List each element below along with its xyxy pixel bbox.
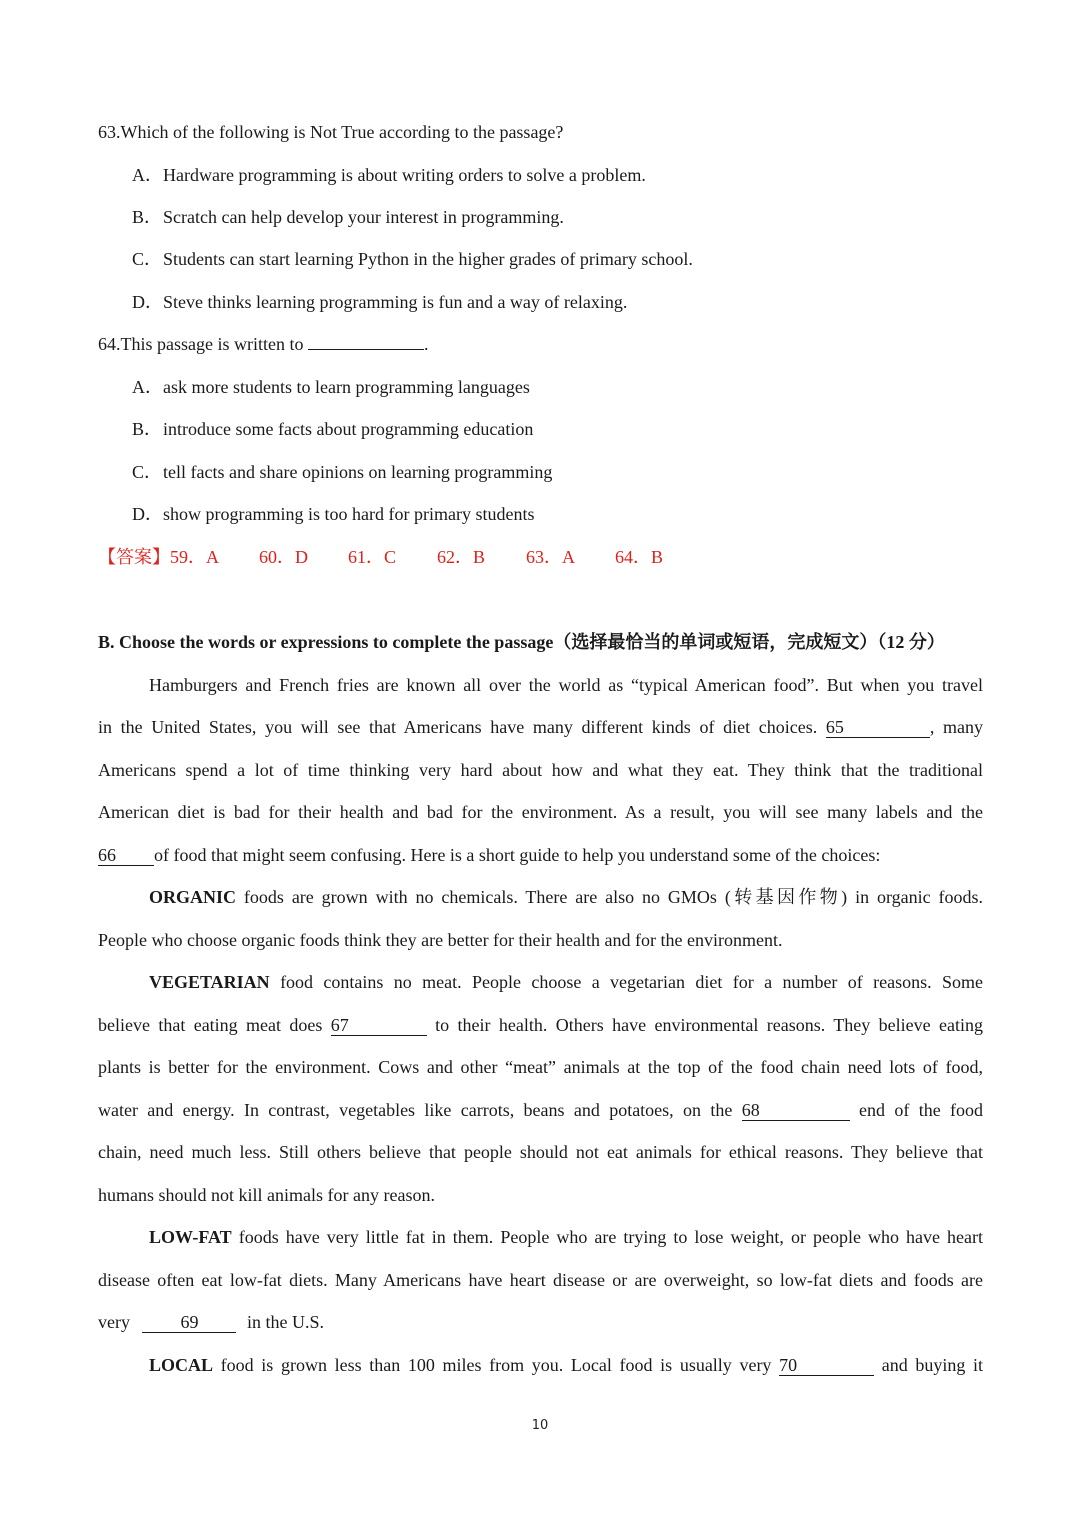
- blank-65[interactable]: 65: [826, 717, 930, 738]
- answer-item: 59．A: [170, 547, 219, 567]
- option-label: A．: [132, 377, 163, 397]
- option-text: Scratch can help develop your interest in programming.: [163, 207, 564, 227]
- option-label: D．: [132, 504, 163, 524]
- term-local: LOCAL: [149, 1355, 214, 1375]
- q63-option-a[interactable]: [132, 163, 646, 187]
- text-segment: foods are grown with no chemicals. There are also no GMOs (转基因作物) in organic foods.: [243, 887, 984, 907]
- text-segment: food contains no meat. People choose a vegetarian diet for a number of reasons. Some: [280, 972, 984, 992]
- blank-67[interactable]: 67: [331, 1015, 427, 1036]
- text-segment: end of the food: [859, 1100, 984, 1120]
- term-vegetarian: VEGETARIAN: [149, 972, 270, 992]
- paragraph-vegetarian-line: [98, 1098, 983, 1122]
- option-text: ask more students to learn programming languages: [163, 377, 530, 397]
- option-text: Students can start learning Python in the higher grades of primary school.: [163, 249, 693, 269]
- answer-item: 63．A: [526, 547, 575, 567]
- paragraph-lowfat-line: disease often eat low-fat diets. Many Americans have heart disease or are overweight, so low-fat diets and foods are: [98, 1270, 983, 1290]
- blank-70[interactable]: 70: [779, 1355, 874, 1376]
- blank-66[interactable]: 66: [98, 845, 154, 866]
- question-64-stem: [98, 332, 428, 356]
- paragraph-1-line: [98, 843, 880, 867]
- text-segment: in the U.S.: [246, 1312, 324, 1332]
- option-label: B．: [132, 207, 163, 227]
- option-text: tell facts and share opinions on learning programming: [163, 462, 553, 482]
- option-text: Hardware programming is about writing orders to solve a problem.: [163, 165, 646, 185]
- paragraph-vegetarian-line: chain, need much less. Still others believe that people should not eat animals for ethical reasons. They believe that: [98, 1142, 983, 1162]
- q63-option-c[interactable]: [132, 247, 693, 271]
- paragraph-vegetarian-line: plants is better for the environment. Cows and other “meat” animals at the top of the food chain need lots of food,: [98, 1057, 983, 1077]
- answer-prefix: 【答案】: [98, 547, 170, 567]
- option-text: show programming is too hard for primary students: [163, 504, 535, 524]
- term-low-fat: LOW-FAT: [149, 1227, 232, 1247]
- q64-option-a[interactable]: [132, 375, 530, 399]
- option-label: C．: [132, 249, 163, 269]
- option-label: B．: [132, 419, 163, 439]
- section-heading-en: B. Choose the words or expressions to complete the passage: [98, 632, 554, 652]
- q64-option-b[interactable]: [132, 417, 533, 441]
- paragraph-lowfat-line: [98, 1310, 324, 1334]
- text-segment: water and energy. In contrast, vegetables like carrots, beans and potatoes, on the: [98, 1100, 733, 1120]
- text-segment: believe that eating meat does: [98, 1015, 323, 1035]
- q63-option-d[interactable]: [132, 290, 627, 314]
- answer-key: [98, 545, 663, 569]
- text-segment: very: [98, 1312, 130, 1332]
- text-segment: in the United States, you will see that Americans have many different kinds of diet choices.: [98, 717, 818, 737]
- answer-item: 64．B: [615, 547, 664, 567]
- option-label: D．: [132, 292, 163, 312]
- section-heading-cn: （选择最恰当的单词或短语，完成短文）（12 分）: [553, 632, 945, 652]
- answer-item: 61．C: [348, 547, 397, 567]
- paragraph-1-line: American diet is bad for their health and bad for the environment. As a result, you will see many labels and the: [98, 802, 983, 822]
- option-text: Steve thinks learning programming is fun and a way of relaxing.: [163, 292, 628, 312]
- paragraph-vegetarian-line: [98, 1013, 983, 1037]
- paragraph-1-line: Hamburgers and French fries are known all over the world as “typical American food”. But when you travel: [149, 675, 983, 695]
- text-segment: food is grown less than 100 miles from you. Local food is usually very: [220, 1355, 772, 1375]
- q64-stem-end: .: [423, 334, 429, 354]
- term-organic: ORGANIC: [149, 887, 237, 907]
- answer-item: 62．B: [437, 547, 486, 567]
- paragraph-1-line: [98, 715, 983, 739]
- paragraph-organic-line: People who choose organic foods think they are better for their health and for the environment.: [98, 930, 783, 950]
- paragraph-organic-line: [149, 885, 983, 909]
- text-segment: , many: [929, 717, 984, 737]
- answer-item: 60．D: [259, 547, 308, 567]
- text-segment: and buying it: [881, 1355, 984, 1375]
- q64-option-d[interactable]: [132, 502, 534, 526]
- paragraph-1-line: Americans spend a lot of time thinking very hard about how and what they eat. They think that the traditional: [98, 760, 983, 780]
- blank-69[interactable]: 69: [142, 1312, 236, 1333]
- question-63-stem: 63.Which of the following is Not True according to the passage?: [98, 122, 564, 142]
- paragraph-vegetarian-line: [149, 970, 983, 994]
- option-text: introduce some facts about programming education: [163, 419, 534, 439]
- section-b-heading: [98, 630, 945, 654]
- text-segment: of food that might seem confusing. Here is a short guide to help you understand some of the choices:: [154, 845, 881, 865]
- q63-option-b[interactable]: [132, 205, 564, 229]
- blank-68[interactable]: 68: [742, 1100, 850, 1121]
- answer-blank[interactable]: [308, 349, 424, 350]
- page-number: 10: [531, 1418, 549, 1433]
- q64-stem-text: 64.This passage is written to: [98, 334, 304, 354]
- q64-option-c[interactable]: [132, 460, 552, 484]
- text-segment: to their health. Others have environmental reasons. They believe eating: [435, 1015, 983, 1035]
- option-label: C．: [132, 462, 163, 482]
- paragraph-vegetarian-line: humans should not kill animals for any reason.: [98, 1185, 435, 1205]
- option-label: A．: [132, 165, 163, 185]
- paragraph-local-line: [149, 1353, 983, 1377]
- text-segment: foods have very little fat in them. People who are trying to lose weight, or people who have heart: [238, 1227, 983, 1247]
- paragraph-lowfat-line: [149, 1225, 983, 1249]
